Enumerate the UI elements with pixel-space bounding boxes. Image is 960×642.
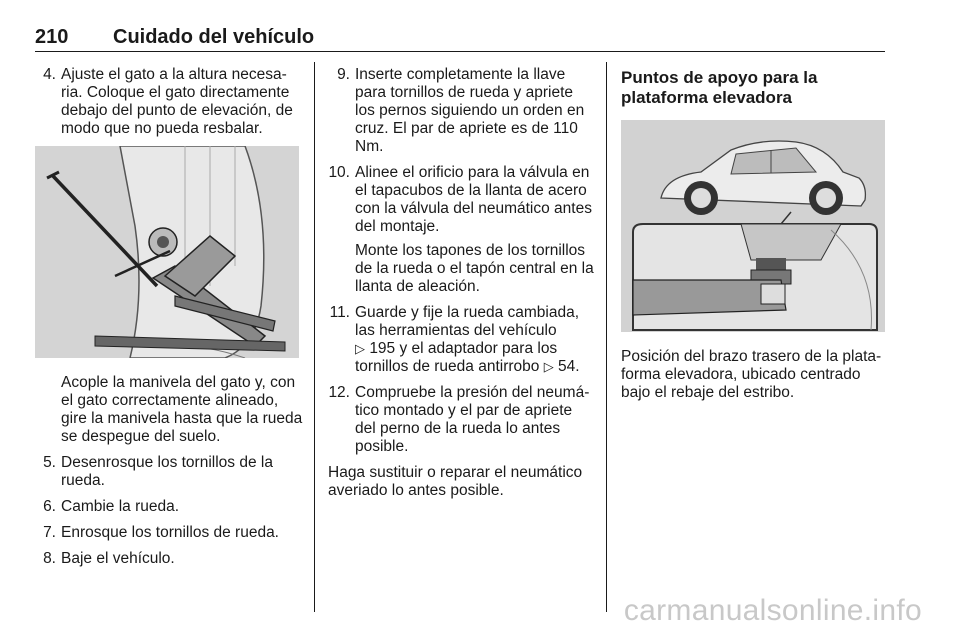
header-rule	[35, 51, 885, 52]
jack-caption: Acople la manivela del gato y, con el gato correctamente alineado, gire la manivela hasta que la rueda se despegue del suelo.	[61, 374, 303, 445]
step-text	[355, 304, 594, 376]
step-text: Enrosque los tornillos de rueda.	[61, 524, 279, 541]
step-number: 6.	[43, 498, 56, 515]
lift-point-drawing	[621, 120, 885, 332]
step-9	[328, 66, 594, 156]
page-title: Cuidado del vehículo	[113, 26, 315, 48]
ref-arrow-icon: ▷	[355, 341, 365, 356]
step-10-note: Monte los tapones de los tornillos de la rueda o el tapón central en la llanta de aleación.	[355, 242, 594, 295]
page-header	[35, 26, 885, 50]
step-11-text-b: y el adaptador para los tornillos de rueda antirrobo	[355, 340, 558, 375]
step-5	[35, 454, 303, 490]
step-11	[328, 304, 594, 376]
step-text: Alinee el orificio para la válvula en el tapacubos de la llanta de acero con la válvula del neumático antes del montaje.	[355, 164, 592, 235]
jack-drawing	[35, 146, 299, 358]
jack-illustration	[35, 146, 299, 358]
step-number: 11.	[329, 304, 350, 321]
step-text: Desenrosque los tornillos de la rueda.	[61, 454, 273, 489]
step-4	[35, 66, 303, 138]
page-ref-2[interactable]: 54.	[558, 358, 580, 375]
page-number: 210	[35, 26, 69, 48]
step-8	[35, 550, 303, 568]
step-text: Cambie la rueda.	[61, 498, 180, 515]
step-number: 10.	[328, 164, 350, 181]
step-number: 5.	[43, 454, 56, 471]
column-1	[35, 66, 303, 576]
step-number: 4.	[43, 66, 56, 83]
step-text: Baje el vehículo.	[61, 550, 175, 567]
column-divider-2	[606, 62, 607, 612]
lift-point-caption: Posición del brazo trasero de la plata-forma elevadora, ubicado centrado bajo el rebaje del estribo.	[621, 348, 882, 401]
step-number: 12.	[328, 384, 350, 401]
step-7	[35, 524, 303, 542]
step-number: 7.	[43, 524, 56, 541]
page-ref-1[interactable]: 195	[369, 340, 396, 357]
lift-point-illustration	[621, 120, 885, 332]
step-number: 9.	[337, 66, 350, 83]
closing-text: Haga sustituir o reparar el neumático averiado lo antes posible.	[328, 464, 583, 499]
step-12	[328, 384, 594, 456]
watermark: carmanualsonline.info	[623, 594, 922, 627]
section-heading: Puntos de apoyo para la plataforma elevadora	[621, 68, 818, 107]
column-3	[621, 66, 887, 410]
step-6	[35, 498, 303, 516]
step-text: Compruebe la presión del neumá-tico montado y el par de apriete del perno de la rueda lo antes posible.	[355, 384, 590, 455]
step-text: Ajuste el gato a la altura necesa-ria. Coloque el gato directamente debajo del punto de elevación, de modo que no pueda resbalar.	[61, 66, 293, 137]
step-number: 8.	[43, 550, 56, 567]
column-divider-1	[314, 62, 315, 612]
step-text: Inserte completamente la llave para tornillos de rueda y apriete los pernos siguiendo un orden en cruz. El par de apriete es de 110 Nm.	[355, 66, 585, 155]
column-2	[328, 66, 594, 508]
step-11-text-a: Guarde y fije la rueda cambiada, las herramientas del vehículo	[355, 304, 580, 339]
step-10	[328, 164, 594, 236]
ref-arrow-icon: ▷	[543, 359, 554, 374]
